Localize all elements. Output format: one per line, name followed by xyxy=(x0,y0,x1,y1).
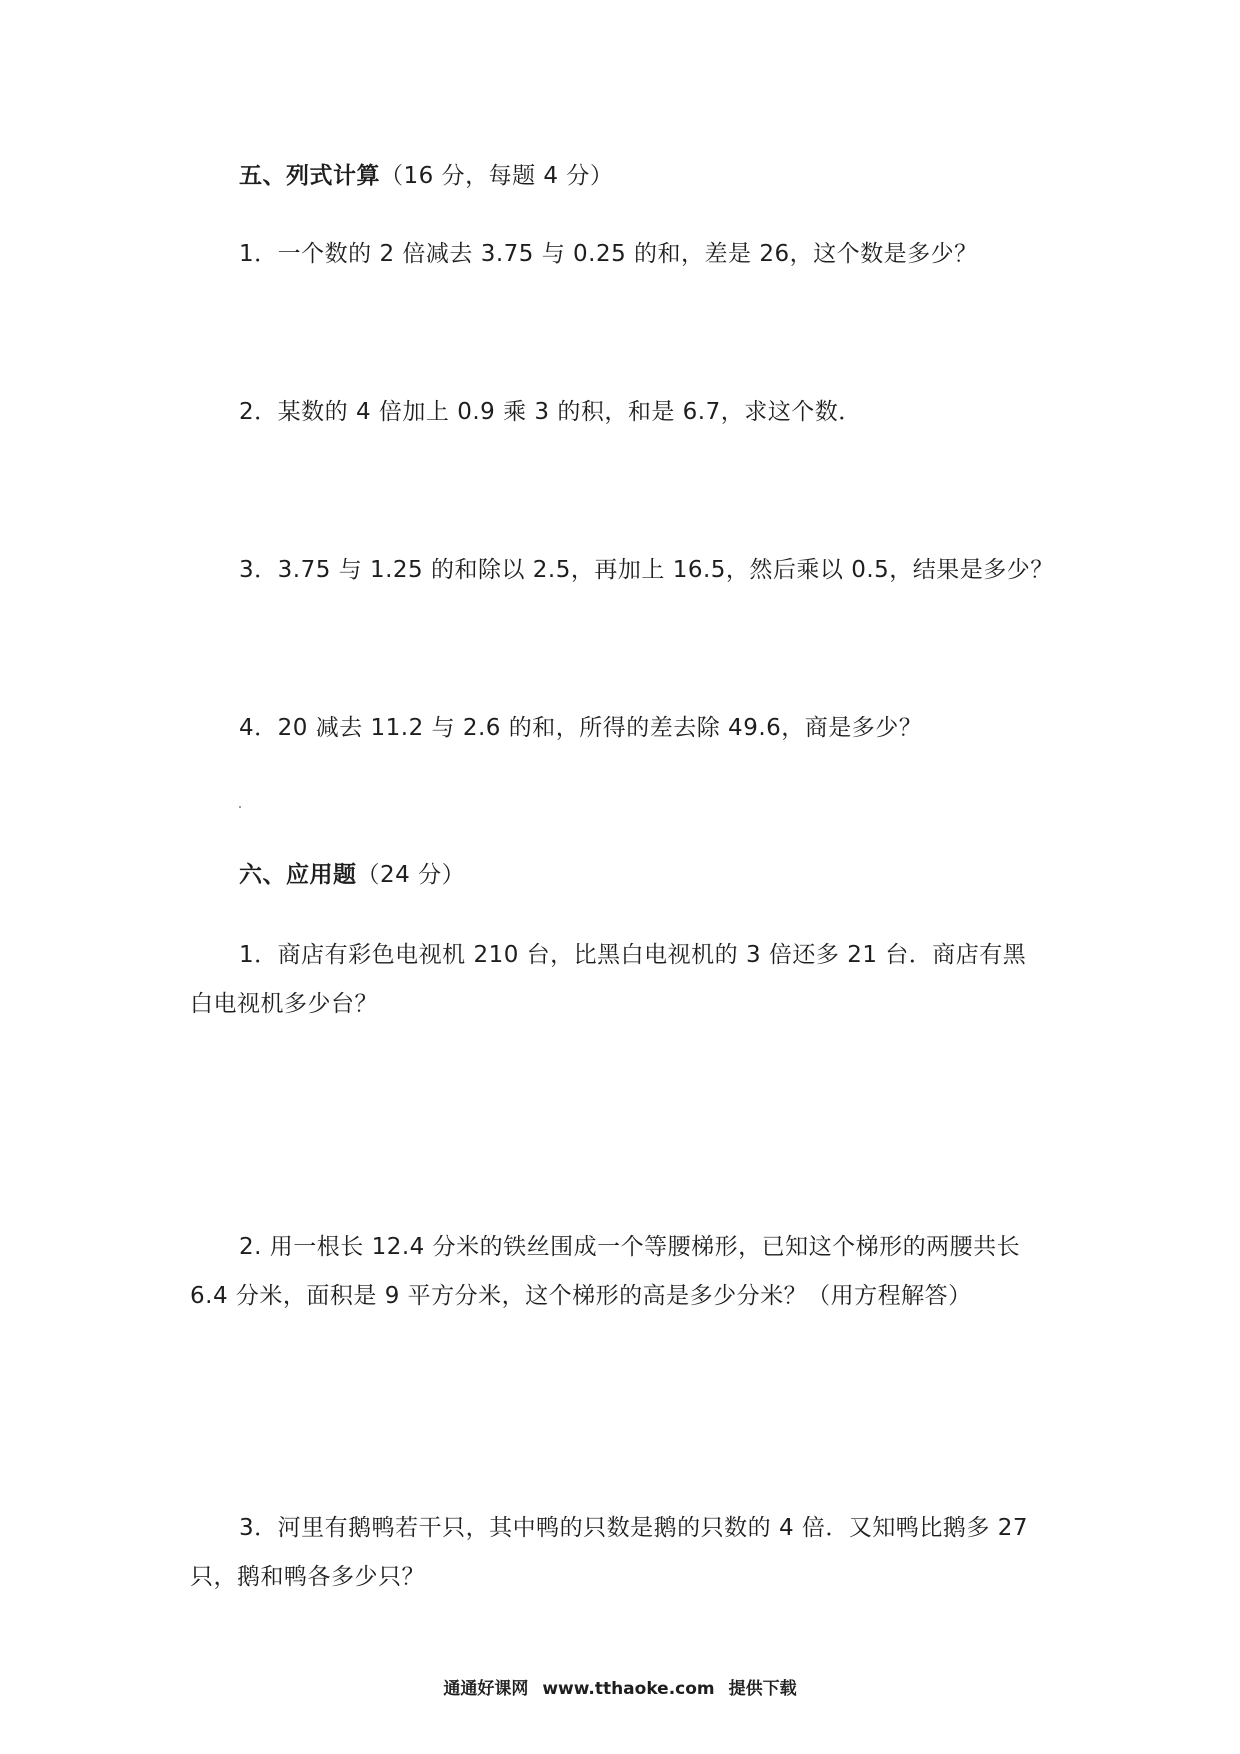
question-line: 2. 用一根长 12.4 分米的铁丝围成一个等腰梯形，已知这个梯形的两腰共长 xyxy=(239,1234,1021,1260)
section-6-score: （24 分） xyxy=(356,862,466,888)
section-5-question-1: 1．一个数的 2 倍减去 3.75 与 0.25 的和，差是 26，这个数是多少？ xyxy=(239,241,978,267)
section-6-title: 六、应用题 xyxy=(239,862,357,888)
question-line: 白电视机多少台？ xyxy=(190,991,378,1017)
section-5-question-4: 4．20 减去 11.2 与 2.6 的和，所得的差去除 49.6，商是多少？ xyxy=(239,715,923,741)
footer-url[interactable]: www.tthaoke.com xyxy=(542,1679,715,1699)
section-5-heading xyxy=(239,161,613,191)
section-6-heading xyxy=(239,860,465,890)
section-5-title: 五、列式计算 xyxy=(239,163,380,189)
section-5-score: （16 分，每题 4 分） xyxy=(380,163,614,189)
section-5-question-3: 3．3.75 与 1.25 的和除以 2.5，再加上 16.5，然后乘以 0.5，结果是多少？ xyxy=(239,557,1054,583)
question-line: 只，鹅和鸭各多少只？ xyxy=(190,1564,425,1590)
section-5-question-2: 2．某数的 4 倍加上 0.9 乘 3 的积，和是 6.7，求这个数． xyxy=(239,399,862,425)
footer-suffix: 提供下载 xyxy=(728,1679,797,1699)
footer-site-name: 通通好课网 xyxy=(443,1679,529,1699)
page-footer xyxy=(0,1678,1240,1700)
question-line: 3．河里有鹅鸭若干只，其中鸭的只数是鹅的只数的 4 倍．又知鸭比鹅多 27 xyxy=(239,1515,1028,1541)
scan-speck xyxy=(239,806,241,808)
question-line: 6.4 分米，面积是 9 平方分米，这个梯形的高是多少分米？（用方程解答） xyxy=(190,1283,972,1309)
question-line: 1．商店有彩色电视机 210 台，比黑白电视机的 3 倍还多 21 台．商店有黑 xyxy=(239,942,1027,968)
